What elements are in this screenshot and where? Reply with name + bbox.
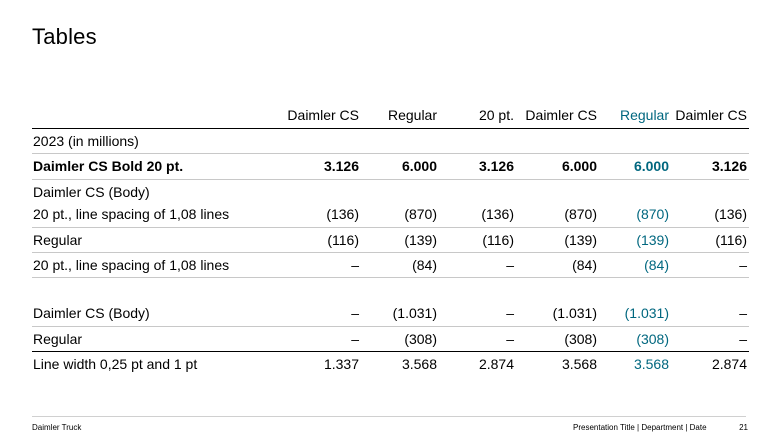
table-cell: 1.337 <box>323 356 359 372</box>
table-cell: – <box>739 305 747 321</box>
table-cell: 6.000 <box>401 158 437 174</box>
row-label: Regular <box>33 331 83 347</box>
column-header: Regular <box>387 107 437 123</box>
table-cell: (139) <box>404 232 437 248</box>
row-label: 20 pt., line spacing of 1,08 lines <box>33 257 230 273</box>
table-rule <box>32 351 749 352</box>
table-row <box>32 155 749 177</box>
table-row <box>32 229 749 251</box>
column-header: Daimler CS <box>525 107 597 123</box>
column-header: Daimler CS <box>287 107 359 123</box>
table-cell: 3.126 <box>478 158 514 174</box>
footer-divider <box>32 416 746 417</box>
column-header: Regular <box>619 107 669 123</box>
table-cell: (136) <box>481 206 514 222</box>
table-row <box>32 254 749 276</box>
footer-company: Daimler Truck <box>32 423 82 432</box>
row-label: Line width 0,25 pt and 1 pt <box>33 356 198 372</box>
row-label: Daimler CS Bold 20 pt. <box>33 158 184 174</box>
table-cell: (1.031) <box>552 305 597 321</box>
table-cell: 2.874 <box>711 356 747 372</box>
table-cell: 3.126 <box>711 158 747 174</box>
table-rule <box>32 227 749 228</box>
table-cell: (1.031) <box>624 305 669 321</box>
table-cell: (139) <box>636 232 669 248</box>
table-row <box>32 203 749 225</box>
table-cell: 3.568 <box>633 356 669 372</box>
table-cell: 3.568 <box>561 356 597 372</box>
table-cell: 6.000 <box>633 158 669 174</box>
table-rule <box>32 179 749 180</box>
row-label: Regular <box>33 232 83 248</box>
footer-meta: Presentation Title | Department | Date <box>573 423 707 432</box>
row-label: 2023 (in millions) <box>33 133 139 149</box>
table-cell: (136) <box>714 206 747 222</box>
table-rule <box>32 128 749 129</box>
column-header: 20 pt. <box>478 107 514 123</box>
table-cell: (116) <box>715 232 747 248</box>
table-cell: – <box>351 257 359 273</box>
row-label: Daimler CS (Body) <box>33 305 150 321</box>
table-cell: (84) <box>572 257 597 273</box>
page-number: 21 <box>739 423 748 432</box>
table-cell: (870) <box>636 206 669 222</box>
table-cell: (1.031) <box>392 305 437 321</box>
table-row <box>32 353 749 375</box>
table-cell: (84) <box>644 257 669 273</box>
table-rule <box>32 277 749 278</box>
table-row <box>32 130 749 152</box>
table-row <box>32 181 749 203</box>
table-cell: (870) <box>564 206 597 222</box>
table-cell: (139) <box>564 232 597 248</box>
table-cell: – <box>506 257 514 273</box>
table-cell: (308) <box>564 331 597 347</box>
column-header: Daimler CS <box>675 107 747 123</box>
table-cell: (116) <box>327 232 359 248</box>
table-cell: (116) <box>482 232 514 248</box>
row-label: Daimler CS (Body) <box>33 184 150 200</box>
table-cell: – <box>739 331 747 347</box>
table-row <box>32 328 749 350</box>
table-row <box>32 302 749 324</box>
table-rule <box>32 326 749 327</box>
table-cell: (136) <box>326 206 359 222</box>
table-cell: 3.126 <box>323 158 359 174</box>
table-header-row <box>32 104 749 126</box>
table-cell: – <box>506 331 514 347</box>
table-rule <box>32 252 749 253</box>
table-cell: 3.568 <box>401 356 437 372</box>
table-cell: 6.000 <box>561 158 597 174</box>
table-cell: (870) <box>404 206 437 222</box>
table-rule <box>32 153 749 154</box>
table-cell: – <box>506 305 514 321</box>
table-cell: (84) <box>412 257 437 273</box>
table-cell: 2.874 <box>478 356 514 372</box>
table-cell: – <box>351 305 359 321</box>
row-label: 20 pt., line spacing of 1,08 lines <box>33 206 230 222</box>
table-cell: (308) <box>404 331 437 347</box>
table-cell: – <box>351 331 359 347</box>
table-cell: (308) <box>636 331 669 347</box>
table-cell: – <box>739 257 747 273</box>
page-title: Tables <box>32 24 97 49</box>
